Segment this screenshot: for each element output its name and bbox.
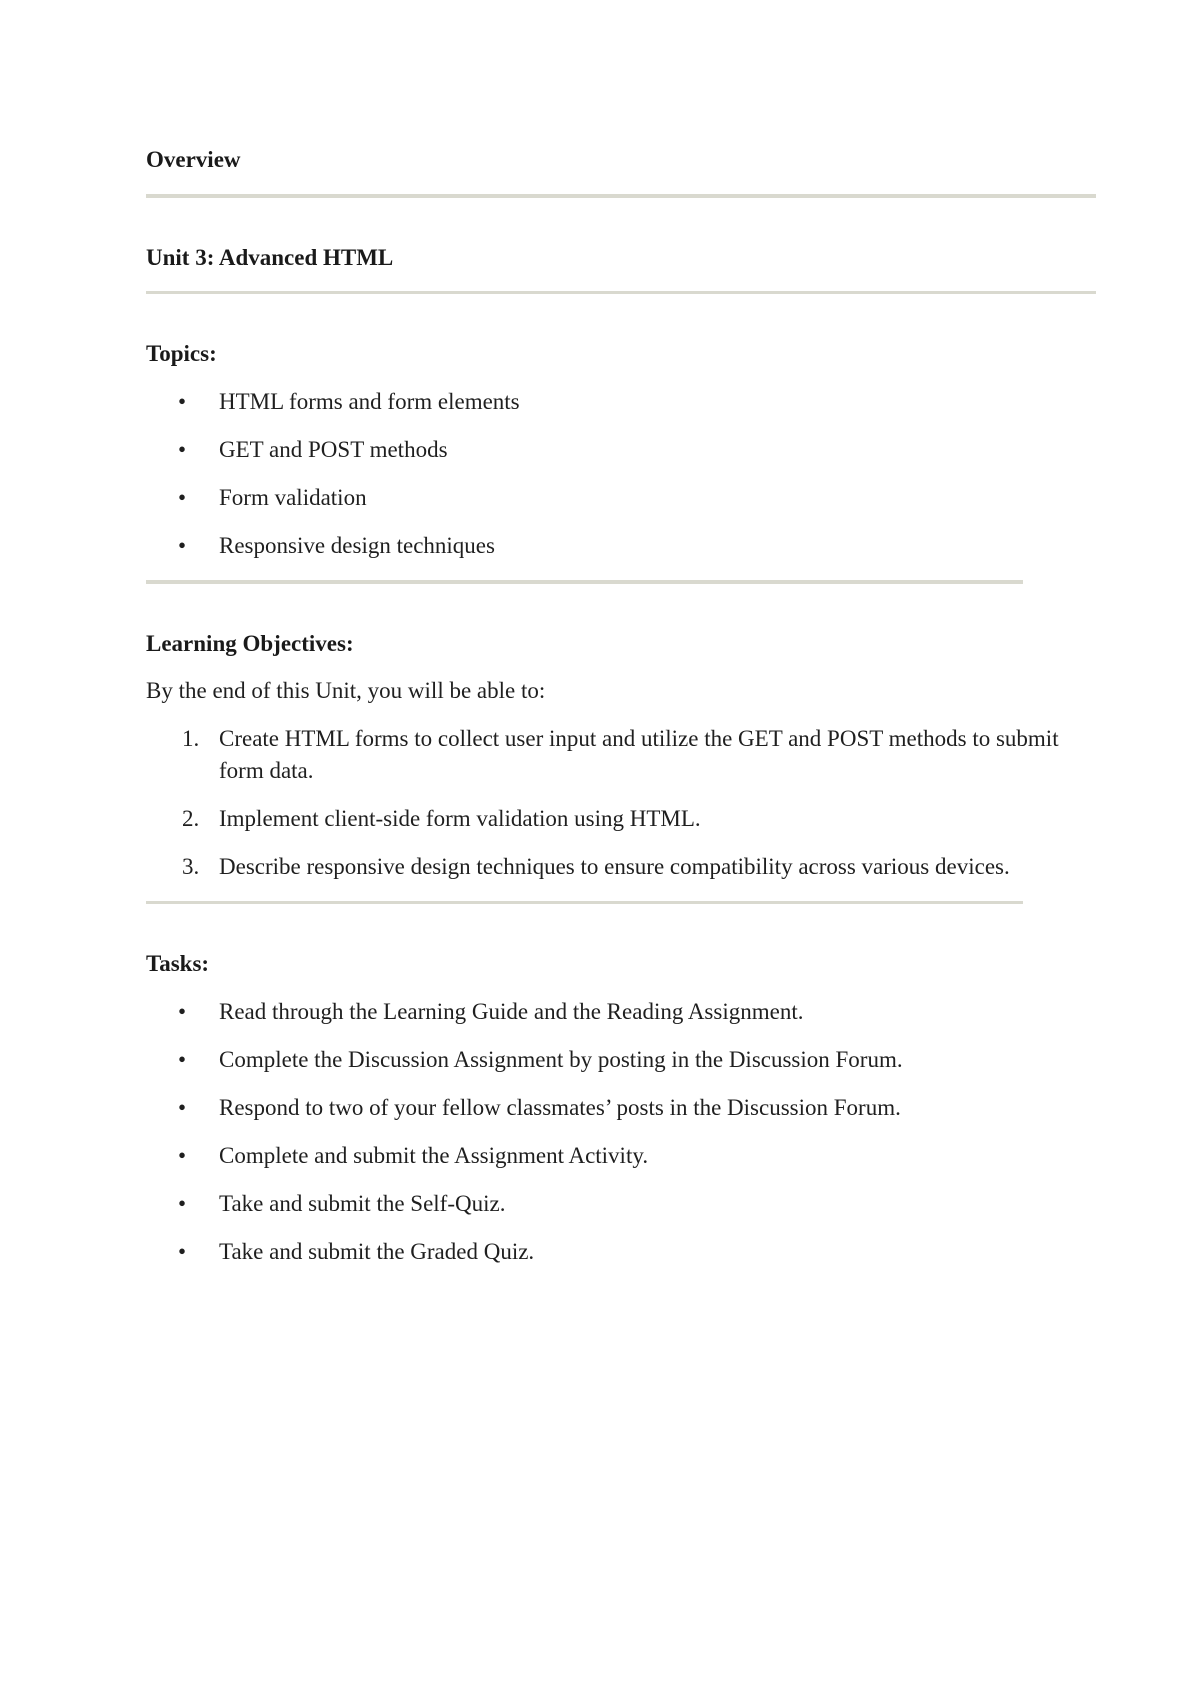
- bullet-icon: •: [178, 485, 187, 510]
- bullet-icon: •: [178, 1095, 187, 1120]
- topic-item: • Responsive design techniques: [146, 530, 1066, 562]
- bullet-icon: •: [178, 437, 187, 462]
- bullet-icon: •: [178, 1191, 187, 1216]
- task-item: • Complete and submit the Assignment Activity.: [146, 1140, 1066, 1172]
- objective-item: 1. Create HTML forms to collect user input and utilize the GET and POST methods to submit form data.: [182, 726, 1059, 783]
- objectives-heading: Learning Objectives:: [146, 631, 354, 656]
- bullet-icon: •: [178, 1143, 187, 1168]
- topic-item: • HTML forms and form elements: [146, 386, 1066, 418]
- task-item: • Take and submit the Graded Quiz.: [146, 1236, 1066, 1268]
- bullet-icon: •: [178, 389, 187, 414]
- task-item: • Respond to two of your fellow classmates’ posts in the Discussion Forum.: [146, 1092, 1066, 1124]
- objectives-list: [146, 723, 1066, 899]
- topics-heading: Topics:: [146, 341, 217, 366]
- task-item: • Take and submit the Self-Quiz.: [146, 1188, 1066, 1220]
- topic-item: • GET and POST methods: [146, 434, 1066, 466]
- divider-unit: [146, 291, 1096, 294]
- task-item: • Read through the Learning Guide and the Reading Assignment.: [146, 996, 1066, 1028]
- unit-title: Unit 3: Advanced HTML: [146, 245, 394, 270]
- divider-objectives: [146, 901, 1023, 904]
- divider-topics: [146, 580, 1023, 584]
- bullet-icon: •: [178, 1239, 187, 1264]
- tasks-list: [146, 996, 1066, 1284]
- bullet-icon: •: [178, 1047, 187, 1072]
- tasks-heading: Tasks:: [146, 951, 210, 976]
- overview-heading: Overview: [146, 147, 241, 172]
- objectives-intro: By the end of this Unit, you will be able to:: [146, 678, 546, 703]
- task-item: • Complete the Discussion Assignment by posting in the Discussion Forum.: [146, 1044, 1066, 1076]
- bullet-icon: •: [178, 533, 187, 558]
- objective-item: 2. Implement client-side form validation using HTML.: [182, 806, 701, 831]
- topics-list: [146, 386, 1066, 578]
- topic-item: • Form validation: [146, 482, 1066, 514]
- objective-item: 3. Describe responsive design techniques to ensure compatibility across various devices.: [182, 854, 1010, 879]
- bullet-icon: •: [178, 999, 187, 1024]
- divider-overview: [146, 194, 1096, 198]
